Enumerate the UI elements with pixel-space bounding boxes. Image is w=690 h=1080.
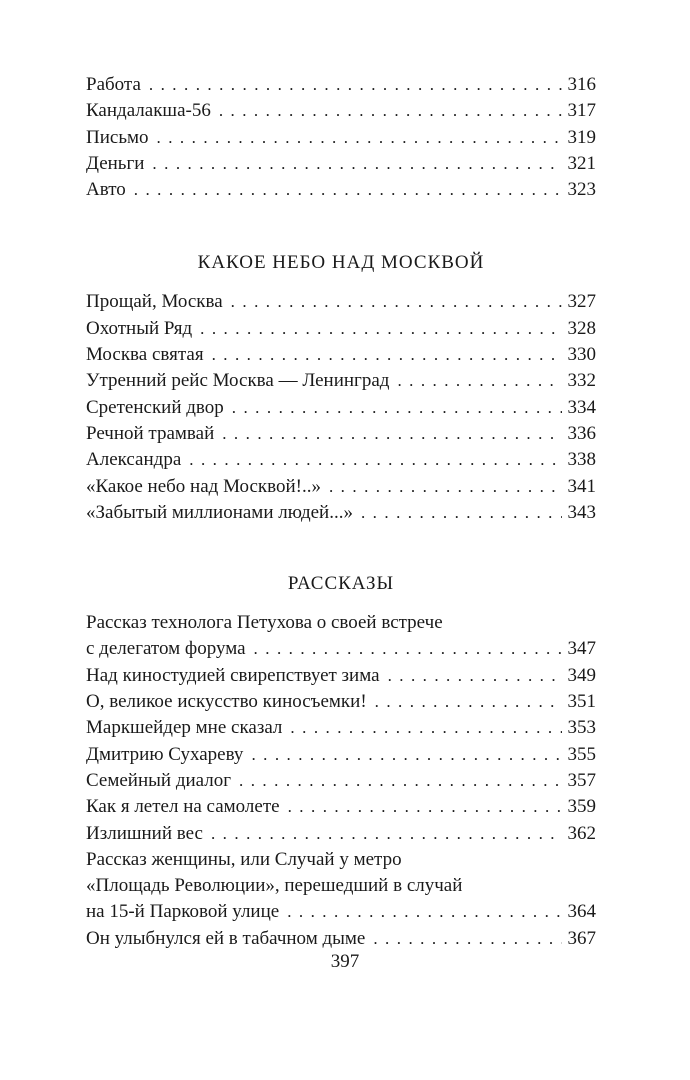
section-heading: КАКОЕ НЕБО НАД МОСКВОЙ — [197, 252, 485, 274]
toc-entry-row — [86, 689, 596, 715]
dot-leader — [239, 768, 561, 794]
toc-entry — [86, 421, 596, 447]
toc-entry-row — [86, 395, 596, 421]
toc-entry-page: 327 — [567, 291, 596, 313]
dot-leader — [231, 289, 562, 315]
dot-leader — [288, 794, 562, 820]
dot-leader — [211, 821, 562, 847]
dot-leader — [375, 689, 562, 715]
toc-entry-row — [86, 98, 596, 124]
toc-entry-page: 334 — [567, 396, 596, 418]
toc-entry — [86, 794, 596, 820]
toc-entry — [86, 768, 596, 794]
toc-entry — [86, 177, 596, 203]
toc-entry — [86, 742, 596, 768]
toc-entry-title: Как я летел на самолете — [86, 796, 280, 818]
toc-entry-row — [86, 663, 596, 689]
toc-entry — [86, 395, 596, 421]
toc-entry-row — [86, 72, 596, 98]
toc-entry-title: «Какое небо над Москвой!..» — [86, 475, 321, 497]
toc-entry-row — [86, 742, 596, 768]
dot-leader — [200, 316, 561, 342]
toc-entry-page: 353 — [567, 717, 596, 739]
toc-entry-title: О, великое искусство киносъемки! — [86, 691, 367, 713]
toc-entry-row — [86, 636, 596, 662]
toc-entry — [86, 447, 596, 473]
toc-entry — [86, 98, 596, 124]
toc-entry-page: 362 — [567, 822, 596, 844]
toc-entry — [86, 368, 596, 394]
toc-entry-title-line: Рассказ женщины, или Случай у метро — [86, 848, 402, 870]
dot-leader — [388, 663, 562, 689]
toc-entry-row — [86, 151, 596, 177]
dot-leader — [290, 715, 561, 741]
toc-entry — [86, 72, 596, 98]
toc-entry-title: Москва святая — [86, 344, 204, 366]
toc-entry-row — [86, 316, 596, 342]
toc-entry-title: Семейный диалог — [86, 769, 232, 791]
toc-entry — [86, 926, 596, 952]
toc-entry-title: Авто — [86, 179, 126, 201]
dot-leader — [212, 342, 562, 368]
toc-entry-title: Над киностудией свирепствует зима — [86, 664, 380, 686]
toc-entry-title: Утренний рейс Москва — Ленинград — [86, 370, 390, 392]
toc-entry-title: с делегатом форума — [86, 638, 246, 660]
toc-entry-page: 347 — [567, 638, 596, 660]
dot-leader — [397, 368, 561, 394]
toc-entry-row — [86, 368, 596, 394]
toc-entry — [86, 500, 596, 526]
dot-leader — [287, 899, 561, 925]
dot-leader — [149, 72, 562, 98]
toc-entry — [86, 474, 596, 500]
toc-entry-page: 349 — [567, 664, 596, 686]
toc-entry-row — [86, 342, 596, 368]
dot-leader — [361, 500, 562, 526]
toc-entry — [86, 689, 596, 715]
toc-entry-row — [86, 421, 596, 447]
page-number: 397 — [330, 951, 360, 972]
toc-entry-title-line: Рассказ технолога Петухова о своей встрече — [86, 612, 443, 634]
toc-section — [86, 571, 596, 952]
toc-entry-page: 364 — [567, 901, 596, 923]
toc-entry-page: 317 — [567, 100, 596, 122]
toc-entry-title: Деньги — [86, 152, 145, 174]
toc-entry-page: 328 — [567, 317, 596, 339]
dot-leader — [222, 421, 561, 447]
dot-leader — [329, 474, 562, 500]
toc-entry-page: 323 — [567, 179, 596, 201]
toc-entry-page: 336 — [567, 422, 596, 444]
toc-entry — [86, 663, 596, 689]
toc-entry-row — [86, 125, 596, 151]
toc-entry-row — [86, 926, 596, 952]
toc-entry-page: 355 — [567, 743, 596, 765]
toc-entry-title: на 15-й Парковой улице — [86, 901, 280, 923]
toc-entry-page: 341 — [567, 475, 596, 497]
dot-leader — [189, 447, 561, 473]
toc-entry-title: Речной трамвай — [86, 422, 215, 444]
dot-leader — [219, 98, 562, 124]
toc-entry-row — [86, 500, 596, 526]
toc-entry-page: 367 — [567, 927, 596, 949]
dot-leader — [251, 742, 561, 768]
toc-entry-row — [86, 289, 596, 315]
toc-entry-page: 338 — [567, 449, 596, 471]
toc-entry-title: Кандалакша-56 — [86, 100, 211, 122]
dot-leader — [232, 395, 562, 421]
toc-entry-page: 316 — [567, 74, 596, 95]
toc-entry — [86, 715, 596, 741]
toc-entry-title: Сретенский двор — [86, 396, 224, 418]
dot-leader — [134, 177, 562, 203]
toc-entry — [86, 316, 596, 342]
toc-entry-row — [86, 899, 596, 925]
toc-entry-title-line: «Площадь Революции», перешедший в случай — [86, 875, 463, 897]
toc-entry-page: 330 — [567, 344, 596, 366]
toc-entry — [86, 125, 596, 151]
dot-leader — [373, 926, 561, 952]
toc-entry-page: 321 — [567, 152, 596, 174]
toc-entry-row — [86, 768, 596, 794]
toc-entry-row — [86, 715, 596, 741]
dot-leader — [157, 125, 562, 151]
toc-entry — [86, 847, 596, 926]
toc-entry — [86, 289, 596, 315]
toc-entry-title: Прощай, Москва — [86, 291, 223, 313]
toc-entry — [86, 342, 596, 368]
toc-entry-title: Он улыбнулся ей в табачном дыме — [86, 927, 366, 949]
toc-entry-title: «Забытый миллионами людей...» — [86, 501, 353, 523]
toc-section — [86, 250, 596, 526]
toc-entry-page: 343 — [567, 501, 596, 523]
toc-section — [86, 72, 596, 203]
toc-entry-page: 319 — [567, 126, 596, 148]
toc-entry — [86, 610, 596, 663]
toc-entry-page: 357 — [567, 769, 596, 791]
toc-entry-row — [86, 177, 596, 203]
toc-entry-title: Маркшейдер мне сказал — [86, 717, 283, 739]
toc-entry-row — [86, 474, 596, 500]
section-heading: РАССКАЗЫ — [287, 573, 395, 595]
toc-entry-title: Александра — [86, 449, 182, 471]
toc-entry — [86, 821, 596, 847]
toc-entry-row — [86, 447, 596, 473]
toc-entry-row — [86, 794, 596, 820]
toc-entry-row — [86, 821, 596, 847]
toc-entry-page: 351 — [567, 691, 596, 713]
toc-entry-title: Письмо — [86, 126, 149, 148]
toc-entry-title: Излишний вес — [86, 822, 203, 844]
toc-entry-title: Дмитрию Сухареву — [86, 743, 244, 765]
toc-entry-page: 359 — [567, 796, 596, 818]
dot-leader — [152, 151, 561, 177]
dot-leader — [254, 636, 562, 662]
toc-entry-title: Работа — [86, 74, 141, 95]
toc-entry-title: Охотный Ряд — [86, 317, 193, 339]
toc-entry — [86, 151, 596, 177]
table-of-contents — [86, 72, 596, 952]
toc-entry-page: 332 — [567, 370, 596, 392]
